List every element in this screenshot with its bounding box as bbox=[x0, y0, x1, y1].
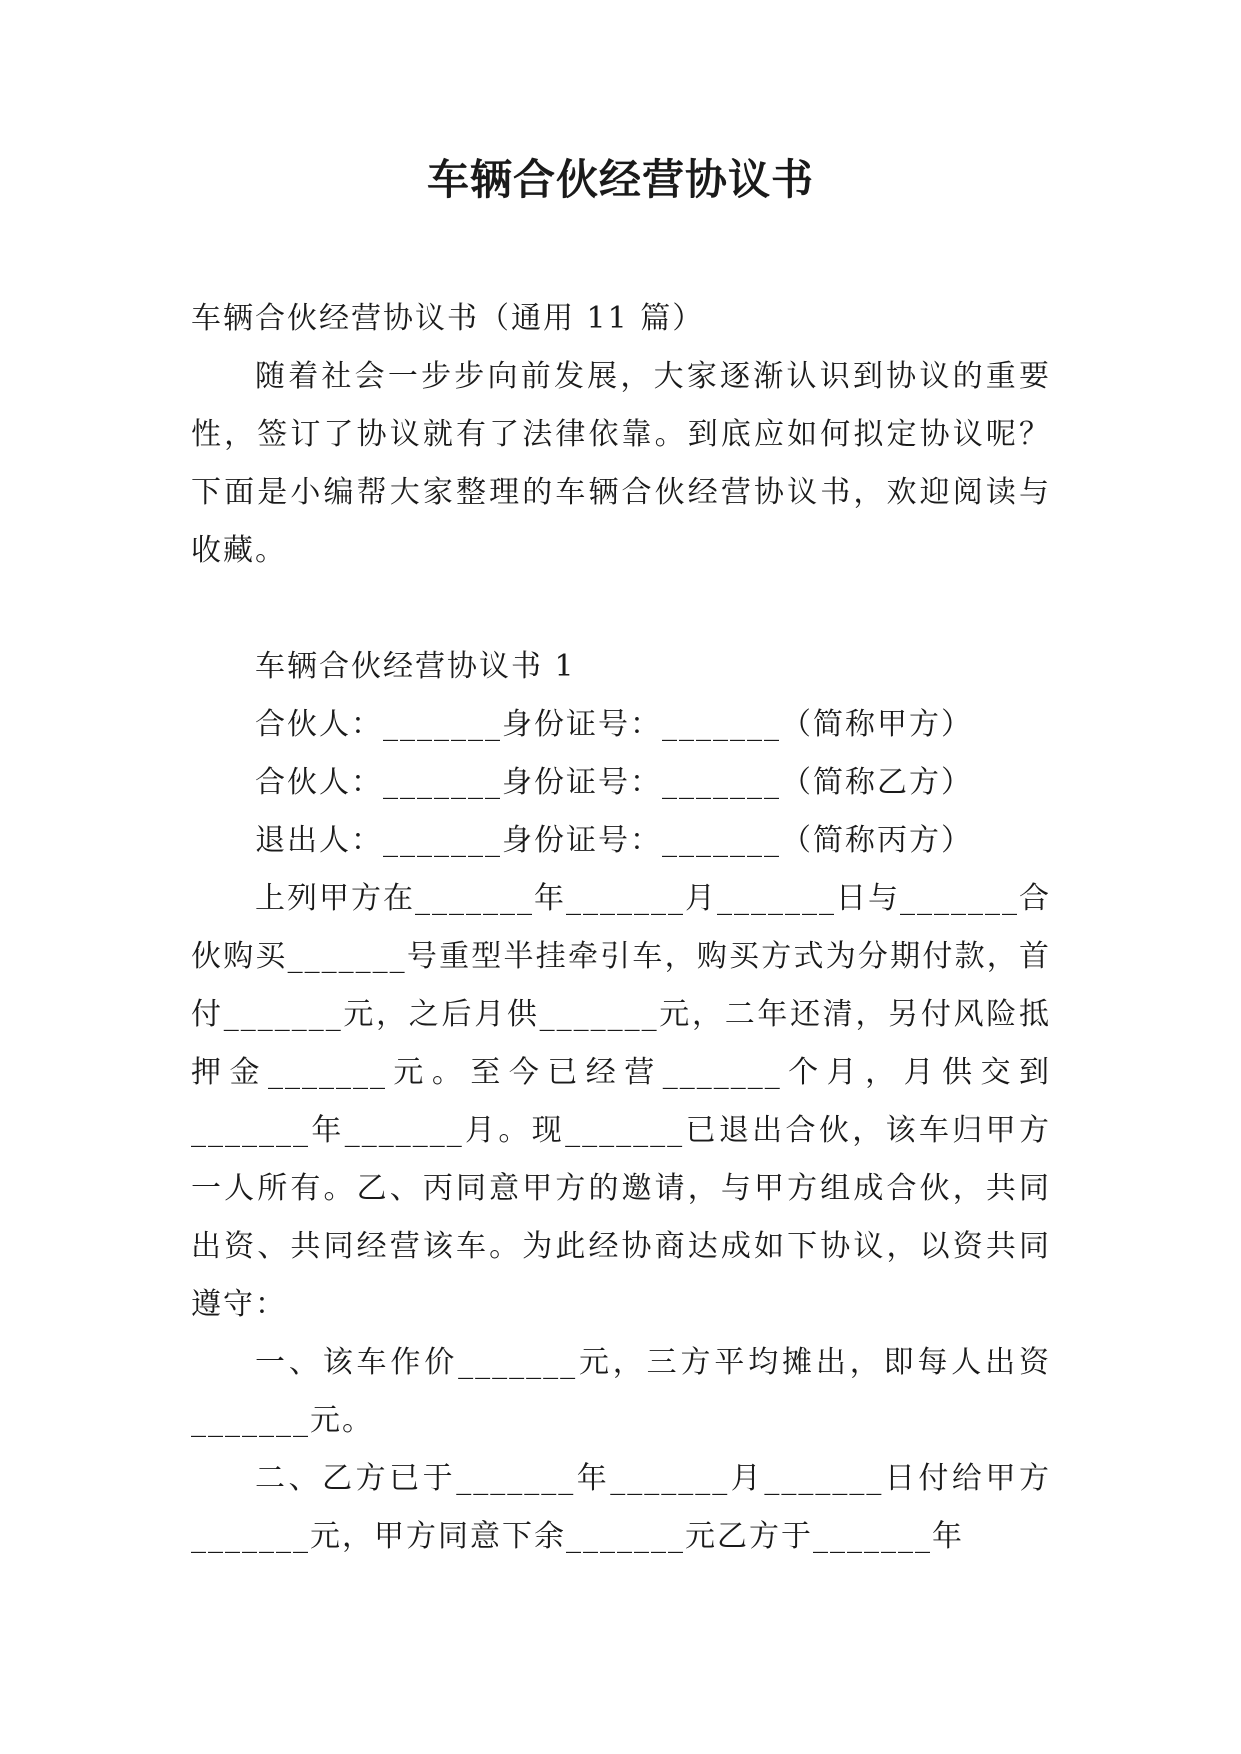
document-title: 车辆合伙经营协议书 bbox=[426, 155, 814, 204]
party-a-line: 合伙人：_______身份证号：_______（简称甲方） bbox=[255, 707, 973, 742]
clause-1: 一、该车作价_______元，三方平均摊出，即每人出资_______元。 bbox=[191, 1345, 1051, 1438]
clause-2: 二、乙方已于_______年_______月_______日付给甲方_______元，甲方同意下余_______元乙方于_______年 bbox=[191, 1461, 1051, 1554]
paragraph-gap bbox=[191, 580, 1051, 638]
intro-paragraph: 随着社会一步步向前发展，大家逐渐认识到协议的重要性，签订了协议就有了法律依靠。到底应如何拟定协议呢？下面是小编帮大家整理的车辆合伙经营协议书，欢迎阅读与收藏。 bbox=[191, 359, 1051, 568]
preamble-paragraph: 上列甲方在_______年_______月_______日与_______合伙购买_______号重型半挂牵引车，购买方式为分期付款，首付_______元，之后月供_______元，二年还清，另付风险抵押金_______元。至今已经营_______个月，月供交到_______年_______月。现_______已退出合伙，该车归甲方一人所有。乙、丙同意甲方的邀请，与甲方组成合伙，共同出资、共同经营该车。为此经协商达成如下协议，以资共同遵守： bbox=[191, 881, 1051, 1322]
party-c-line: 退出人：_______身份证号：_______（简称丙方） bbox=[255, 823, 973, 858]
document-body bbox=[191, 290, 1051, 1566]
document-subtitle: 车辆合伙经营协议书（通用 11 篇） bbox=[191, 301, 705, 336]
party-b-line: 合伙人：_______身份证号：_______（简称乙方） bbox=[255, 765, 973, 800]
section-heading: 车辆合伙经营协议书 1 bbox=[255, 649, 576, 684]
